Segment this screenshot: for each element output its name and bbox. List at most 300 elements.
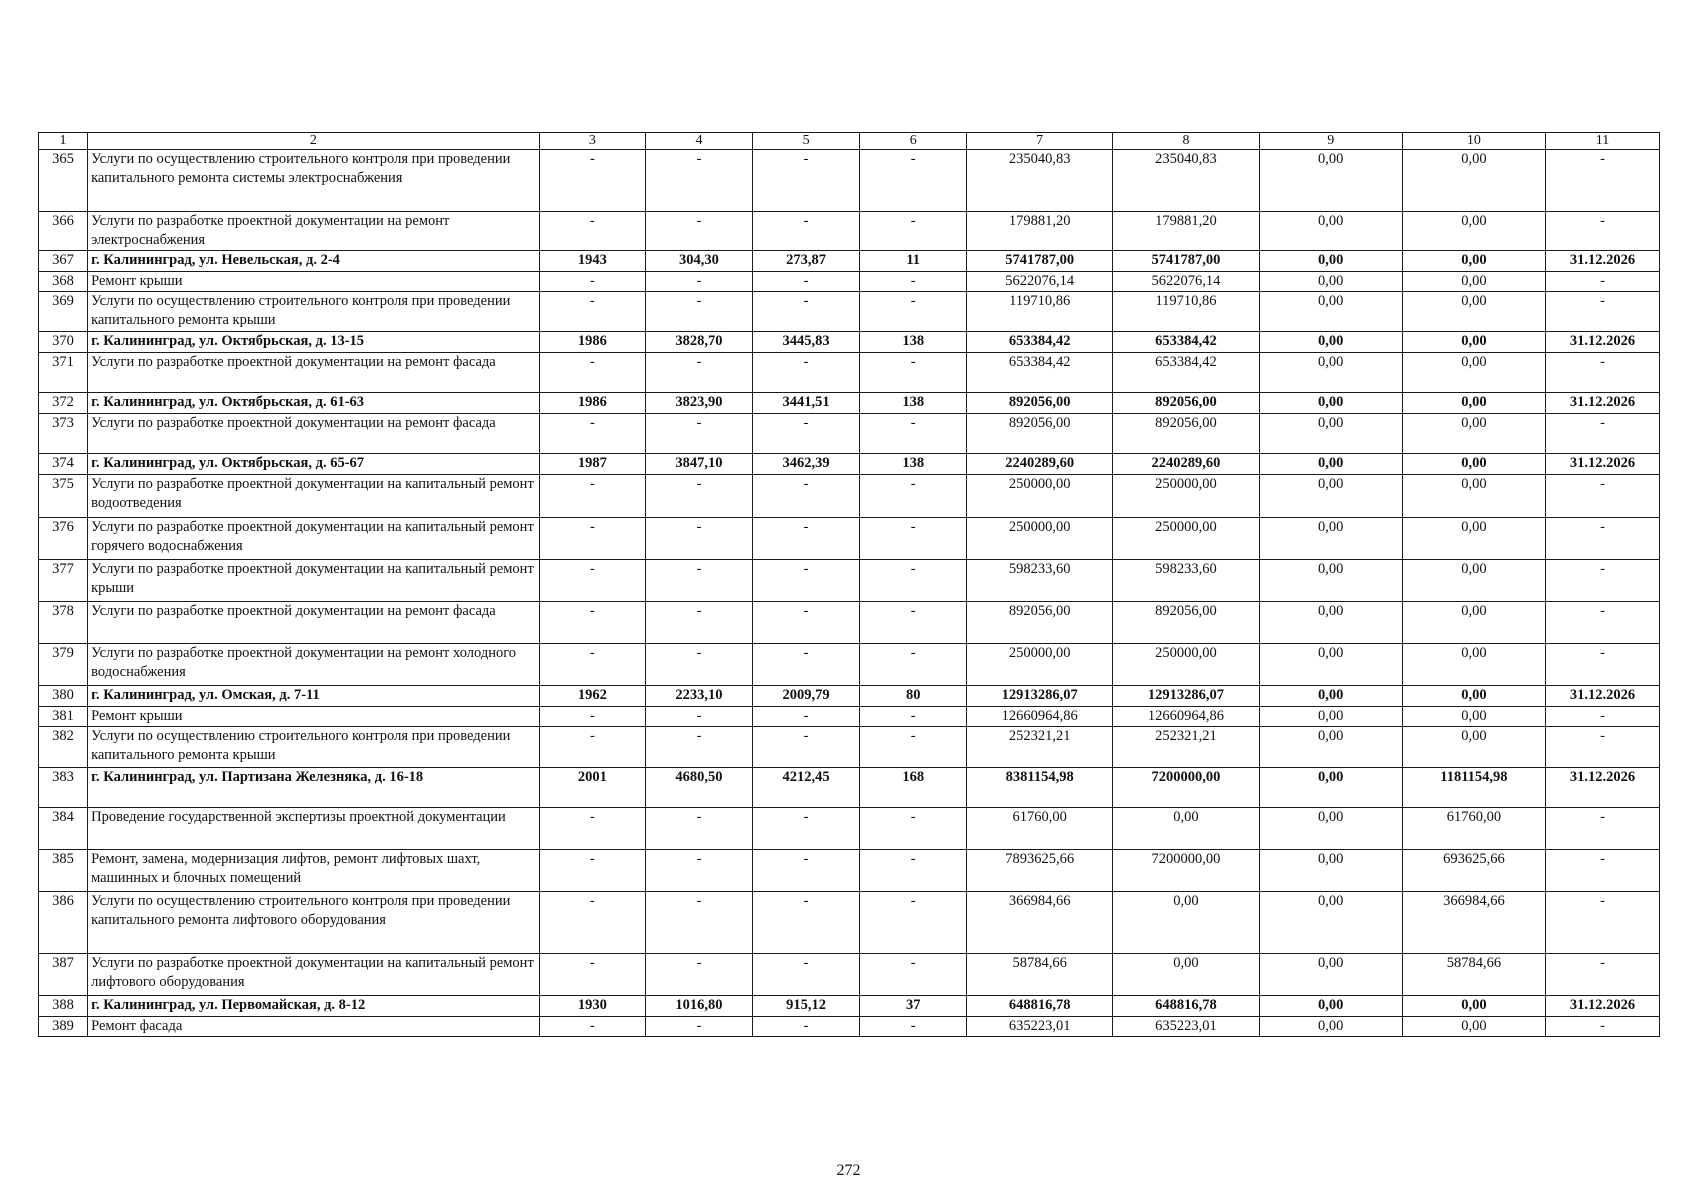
fund-cost-cell: 0,00 [1113,808,1259,850]
budget-cost-cell: 0,00 [1259,808,1402,850]
total-area-cell: - [646,727,753,768]
column-header: 5 [752,133,860,150]
fund-cost-cell: 892056,00 [1113,393,1259,414]
total-cost-cell: 892056,00 [967,602,1113,644]
living-area-cell: - [752,850,860,892]
residents-cell: 168 [860,768,967,808]
owner-cost-cell: 61760,00 [1402,808,1545,850]
build-year-cell: 1943 [539,251,646,272]
living-area-cell: - [752,518,860,560]
budget-cost-cell: 0,00 [1259,686,1402,707]
total-cost-cell: 7893625,66 [967,850,1113,892]
budget-cost-cell: 0,00 [1259,768,1402,808]
total-cost-cell: 8381154,98 [967,768,1113,808]
item-name-cell: Ремонт крыши [88,272,539,292]
item-name-cell: Услуги по разработке проектной документации на ремонт фасада [88,602,539,644]
living-area-cell: - [752,707,860,727]
total-area-cell: - [646,475,753,518]
work-item-row [39,808,1660,850]
column-header: 2 [88,133,539,150]
living-area-cell: - [752,353,860,393]
column-header: 6 [860,133,967,150]
budget-cost-cell: 0,00 [1259,644,1402,686]
item-name-cell: Проведение государственной экспертизы проектной документации [88,808,539,850]
residents-cell: - [860,518,967,560]
fund-cost-cell: 12913286,07 [1113,686,1259,707]
address-row [39,454,1660,475]
owner-cost-cell: 366984,66 [1402,892,1545,954]
owner-cost-cell: 0,00 [1402,560,1545,602]
row-number-cell: 375 [39,475,88,518]
total-cost-cell: 892056,00 [967,414,1113,454]
living-area-cell: 2009,79 [752,686,860,707]
budget-cost-cell: 0,00 [1259,518,1402,560]
table-body [39,150,1660,1037]
living-area-cell: - [752,892,860,954]
row-number-cell: 371 [39,353,88,393]
living-area-cell: - [752,727,860,768]
fund-cost-cell: 7200000,00 [1113,768,1259,808]
work-item-row [39,353,1660,393]
owner-cost-cell: 0,00 [1402,393,1545,414]
row-number-cell: 385 [39,850,88,892]
residents-cell: - [860,272,967,292]
item-name-cell: Услуги по разработке проектной документации на ремонт электроснабжения [88,212,539,251]
item-name-cell: г. Калининград, ул. Партизана Железняка, д. 16-18 [88,768,539,808]
work-item-row [39,1017,1660,1037]
completion-date-cell: - [1545,353,1659,393]
build-year-cell: - [539,892,646,954]
column-number-header [39,133,1660,150]
row-number-cell: 381 [39,707,88,727]
address-row [39,996,1660,1017]
work-item-row [39,292,1660,332]
fund-cost-cell: 235040,83 [1113,150,1259,212]
residents-cell: - [860,954,967,996]
item-name-cell: г. Калининград, ул. Октябрьская, д. 13-15 [88,332,539,353]
total-area-cell: - [646,707,753,727]
address-row [39,686,1660,707]
budget-cost-cell: 0,00 [1259,272,1402,292]
address-row [39,393,1660,414]
total-area-cell: - [646,292,753,332]
residents-cell: - [860,644,967,686]
total-area-cell: - [646,850,753,892]
fund-cost-cell: 598233,60 [1113,560,1259,602]
total-area-cell: - [646,644,753,686]
build-year-cell: - [539,353,646,393]
owner-cost-cell: 0,00 [1402,272,1545,292]
total-cost-cell: 252321,21 [967,727,1113,768]
row-number-cell: 379 [39,644,88,686]
budget-cost-cell: 0,00 [1259,560,1402,602]
owner-cost-cell: 0,00 [1402,518,1545,560]
budget-cost-cell: 0,00 [1259,602,1402,644]
budget-cost-cell: 0,00 [1259,292,1402,332]
item-name-cell: Услуги по разработке проектной документации на капитальный ремонт горячего водоснабжения [88,518,539,560]
row-number-cell: 373 [39,414,88,454]
completion-date-cell: 31.12.2026 [1545,332,1659,353]
build-year-cell: - [539,850,646,892]
living-area-cell: 3441,51 [752,393,860,414]
total-cost-cell: 61760,00 [967,808,1113,850]
row-number-cell: 366 [39,212,88,251]
owner-cost-cell: 0,00 [1402,727,1545,768]
residents-cell: - [860,850,967,892]
fund-cost-cell: 2240289,60 [1113,454,1259,475]
completion-date-cell: 31.12.2026 [1545,768,1659,808]
residents-cell: - [860,292,967,332]
item-name-cell: Услуги по разработке проектной документации на ремонт фасада [88,414,539,454]
owner-cost-cell: 0,00 [1402,332,1545,353]
build-year-cell: 2001 [539,768,646,808]
fund-cost-cell: 179881,20 [1113,212,1259,251]
budget-cost-cell: 0,00 [1259,353,1402,393]
residents-cell: 138 [860,454,967,475]
fund-cost-cell: 12660964,86 [1113,707,1259,727]
living-area-cell: - [752,414,860,454]
item-name-cell: Ремонт, замена, модернизация лифтов, ремонт лифтовых шахт, машинных и блочных помещений [88,850,539,892]
residents-cell: - [860,560,967,602]
work-item-row [39,212,1660,251]
total-cost-cell: 179881,20 [967,212,1113,251]
fund-cost-cell: 250000,00 [1113,518,1259,560]
total-area-cell: 4680,50 [646,768,753,808]
total-area-cell: 1016,80 [646,996,753,1017]
total-area-cell: 3823,90 [646,393,753,414]
residents-cell: - [860,150,967,212]
total-cost-cell: 2240289,60 [967,454,1113,475]
residents-cell: - [860,808,967,850]
build-year-cell: - [539,272,646,292]
budget-cost-cell: 0,00 [1259,727,1402,768]
row-number-cell: 387 [39,954,88,996]
completion-date-cell: 31.12.2026 [1545,454,1659,475]
living-area-cell: - [752,602,860,644]
living-area-cell: 915,12 [752,996,860,1017]
work-item-row [39,414,1660,454]
build-year-cell: - [539,212,646,251]
total-cost-cell: 119710,86 [967,292,1113,332]
fund-cost-cell: 5741787,00 [1113,251,1259,272]
budget-cost-cell: 0,00 [1259,475,1402,518]
owner-cost-cell: 0,00 [1402,1017,1545,1037]
work-item-row [39,150,1660,212]
owner-cost-cell: 0,00 [1402,686,1545,707]
work-item-row [39,272,1660,292]
item-name-cell: Услуги по разработке проектной документации на капитальный ремонт крыши [88,560,539,602]
total-cost-cell: 235040,83 [967,150,1113,212]
living-area-cell: - [752,292,860,332]
owner-cost-cell: 0,00 [1402,475,1545,518]
completion-date-cell: - [1545,292,1659,332]
row-number-cell: 380 [39,686,88,707]
total-cost-cell: 58784,66 [967,954,1113,996]
living-area-cell: - [752,560,860,602]
completion-date-cell: - [1545,954,1659,996]
page-number: 272 [836,1162,861,1179]
total-area-cell: - [646,414,753,454]
build-year-cell: - [539,560,646,602]
fund-cost-cell: 250000,00 [1113,475,1259,518]
total-cost-cell: 5741787,00 [967,251,1113,272]
budget-cost-cell: 0,00 [1259,707,1402,727]
total-cost-cell: 250000,00 [967,518,1113,560]
column-header: 10 [1402,133,1545,150]
residents-cell: 138 [860,393,967,414]
build-year-cell: 1987 [539,454,646,475]
owner-cost-cell: 58784,66 [1402,954,1545,996]
living-area-cell: - [752,808,860,850]
total-area-cell: 304,30 [646,251,753,272]
fund-cost-cell: 648816,78 [1113,996,1259,1017]
total-cost-cell: 250000,00 [967,475,1113,518]
column-header: 7 [967,133,1113,150]
total-cost-cell: 653384,42 [967,353,1113,393]
residents-cell: - [860,602,967,644]
item-name-cell: Услуги по осуществлению строительного контроля при проведении капитального ремонта крыши [88,727,539,768]
build-year-cell: 1930 [539,996,646,1017]
row-number-cell: 376 [39,518,88,560]
item-name-cell: Услуги по разработке проектной документации на капитальный ремонт водоотведения [88,475,539,518]
row-number-cell: 388 [39,996,88,1017]
column-header: 11 [1545,133,1659,150]
column-header: 1 [39,133,88,150]
fund-cost-cell: 0,00 [1113,954,1259,996]
completion-date-cell: - [1545,850,1659,892]
total-area-cell: 3828,70 [646,332,753,353]
fund-cost-cell: 7200000,00 [1113,850,1259,892]
column-header: 8 [1113,133,1259,150]
row-number-cell: 365 [39,150,88,212]
living-area-cell: - [752,954,860,996]
work-item-row [39,892,1660,954]
item-name-cell: Ремонт крыши [88,707,539,727]
completion-date-cell: - [1545,212,1659,251]
address-row [39,768,1660,808]
build-year-cell: - [539,414,646,454]
total-area-cell: - [646,150,753,212]
item-name-cell: Услуги по разработке проектной документации на ремонт фасада [88,353,539,393]
row-number-cell: 367 [39,251,88,272]
completion-date-cell: 31.12.2026 [1545,251,1659,272]
owner-cost-cell: 0,00 [1402,251,1545,272]
build-year-cell: - [539,518,646,560]
total-area-cell: - [646,892,753,954]
living-area-cell: - [752,212,860,251]
living-area-cell: - [752,1017,860,1037]
fund-cost-cell: 653384,42 [1113,353,1259,393]
owner-cost-cell: 0,00 [1402,414,1545,454]
residents-cell: - [860,727,967,768]
column-header: 3 [539,133,646,150]
completion-date-cell: 31.12.2026 [1545,996,1659,1017]
item-name-cell: Услуги по осуществлению строительного контроля при проведении капитального ремонта лифтового оборудования [88,892,539,954]
item-name-cell: г. Калининград, ул. Невельская, д. 2-4 [88,251,539,272]
address-row [39,251,1660,272]
residents-cell: - [860,212,967,251]
item-name-cell: Услуги по разработке проектной документации на капитальный ремонт лифтового оборудования [88,954,539,996]
total-area-cell: 3847,10 [646,454,753,475]
item-name-cell: Услуги по осуществлению строительного контроля при проведении капитального ремонта крыши [88,292,539,332]
row-number-cell: 382 [39,727,88,768]
completion-date-cell: - [1545,150,1659,212]
row-number-cell: 370 [39,332,88,353]
repair-schedule-table [38,132,1660,1037]
total-cost-cell: 12913286,07 [967,686,1113,707]
build-year-cell: 1986 [539,332,646,353]
total-cost-cell: 366984,66 [967,892,1113,954]
completion-date-cell: - [1545,414,1659,454]
row-number-cell: 374 [39,454,88,475]
total-area-cell: - [646,212,753,251]
fund-cost-cell: 653384,42 [1113,332,1259,353]
fund-cost-cell: 0,00 [1113,892,1259,954]
fund-cost-cell: 119710,86 [1113,292,1259,332]
build-year-cell: - [539,475,646,518]
completion-date-cell: - [1545,518,1659,560]
fund-cost-cell: 5622076,14 [1113,272,1259,292]
completion-date-cell: - [1545,560,1659,602]
completion-date-cell: - [1545,892,1659,954]
completion-date-cell: - [1545,707,1659,727]
total-cost-cell: 5622076,14 [967,272,1113,292]
fund-cost-cell: 892056,00 [1113,602,1259,644]
fund-cost-cell: 252321,21 [1113,727,1259,768]
total-area-cell: - [646,518,753,560]
build-year-cell: 1962 [539,686,646,707]
total-cost-cell: 635223,01 [967,1017,1113,1037]
build-year-cell: - [539,644,646,686]
row-number-cell: 386 [39,892,88,954]
build-year-cell: - [539,808,646,850]
budget-cost-cell: 0,00 [1259,393,1402,414]
owner-cost-cell: 0,00 [1402,292,1545,332]
budget-cost-cell: 0,00 [1259,251,1402,272]
living-area-cell: 273,87 [752,251,860,272]
build-year-cell: - [539,707,646,727]
owner-cost-cell: 0,00 [1402,150,1545,212]
completion-date-cell: - [1545,475,1659,518]
total-cost-cell: 250000,00 [967,644,1113,686]
budget-cost-cell: 0,00 [1259,996,1402,1017]
budget-cost-cell: 0,00 [1259,1017,1402,1037]
completion-date-cell: - [1545,808,1659,850]
residents-cell: - [860,414,967,454]
item-name-cell: Ремонт фасада [88,1017,539,1037]
item-name-cell: г. Калининград, ул. Первомайская, д. 8-12 [88,996,539,1017]
build-year-cell: 1986 [539,393,646,414]
residents-cell: - [860,475,967,518]
work-item-row [39,644,1660,686]
item-name-cell: г. Калининград, ул. Октябрьская, д. 65-67 [88,454,539,475]
completion-date-cell: - [1545,272,1659,292]
owner-cost-cell: 0,00 [1402,454,1545,475]
row-number-cell: 378 [39,602,88,644]
residents-cell: - [860,707,967,727]
work-item-row [39,560,1660,602]
living-area-cell: 3462,39 [752,454,860,475]
fund-cost-cell: 635223,01 [1113,1017,1259,1037]
address-row [39,332,1660,353]
work-item-row [39,475,1660,518]
total-cost-cell: 598233,60 [967,560,1113,602]
total-area-cell: - [646,560,753,602]
item-name-cell: Услуги по осуществлению строительного контроля при проведении капитального ремонта системы электроснабжения [88,150,539,212]
column-header: 9 [1259,133,1402,150]
residents-cell: 37 [860,996,967,1017]
row-number-cell: 369 [39,292,88,332]
build-year-cell: - [539,602,646,644]
completion-date-cell: 31.12.2026 [1545,393,1659,414]
total-cost-cell: 653384,42 [967,332,1113,353]
completion-date-cell: - [1545,727,1659,768]
work-item-row [39,518,1660,560]
build-year-cell: - [539,150,646,212]
row-number-cell: 377 [39,560,88,602]
residents-cell: - [860,892,967,954]
row-number-cell: 383 [39,768,88,808]
total-cost-cell: 892056,00 [967,393,1113,414]
row-number-cell: 372 [39,393,88,414]
total-cost-cell: 648816,78 [967,996,1113,1017]
build-year-cell: - [539,292,646,332]
budget-cost-cell: 0,00 [1259,414,1402,454]
item-name-cell: Услуги по разработке проектной документации на ремонт холодного водоснабжения [88,644,539,686]
budget-cost-cell: 0,00 [1259,332,1402,353]
owner-cost-cell: 0,00 [1402,602,1545,644]
total-area-cell: - [646,272,753,292]
budget-cost-cell: 0,00 [1259,954,1402,996]
living-area-cell: 4212,45 [752,768,860,808]
work-item-row [39,727,1660,768]
total-area-cell: - [646,954,753,996]
residents-cell: - [860,1017,967,1037]
budget-cost-cell: 0,00 [1259,454,1402,475]
residents-cell: - [860,353,967,393]
residents-cell: 138 [860,332,967,353]
total-area-cell: - [646,602,753,644]
owner-cost-cell: 1181154,98 [1402,768,1545,808]
total-area-cell: - [646,808,753,850]
total-area-cell: - [646,1017,753,1037]
living-area-cell: 3445,83 [752,332,860,353]
residents-cell: 11 [860,251,967,272]
row-number-cell: 384 [39,808,88,850]
completion-date-cell: - [1545,602,1659,644]
owner-cost-cell: 0,00 [1402,353,1545,393]
owner-cost-cell: 693625,66 [1402,850,1545,892]
build-year-cell: - [539,1017,646,1037]
owner-cost-cell: 0,00 [1402,644,1545,686]
total-area-cell: - [646,353,753,393]
owner-cost-cell: 0,00 [1402,212,1545,251]
total-cost-cell: 12660964,86 [967,707,1113,727]
completion-date-cell: - [1545,1017,1659,1037]
budget-cost-cell: 0,00 [1259,892,1402,954]
living-area-cell: - [752,150,860,212]
column-header: 4 [646,133,753,150]
completion-date-cell: - [1545,644,1659,686]
owner-cost-cell: 0,00 [1402,996,1545,1017]
row-number-cell: 368 [39,272,88,292]
fund-cost-cell: 892056,00 [1113,414,1259,454]
item-name-cell: г. Калининград, ул. Омская, д. 7-11 [88,686,539,707]
budget-cost-cell: 0,00 [1259,150,1402,212]
work-item-row [39,954,1660,996]
residents-cell: 80 [860,686,967,707]
total-area-cell: 2233,10 [646,686,753,707]
